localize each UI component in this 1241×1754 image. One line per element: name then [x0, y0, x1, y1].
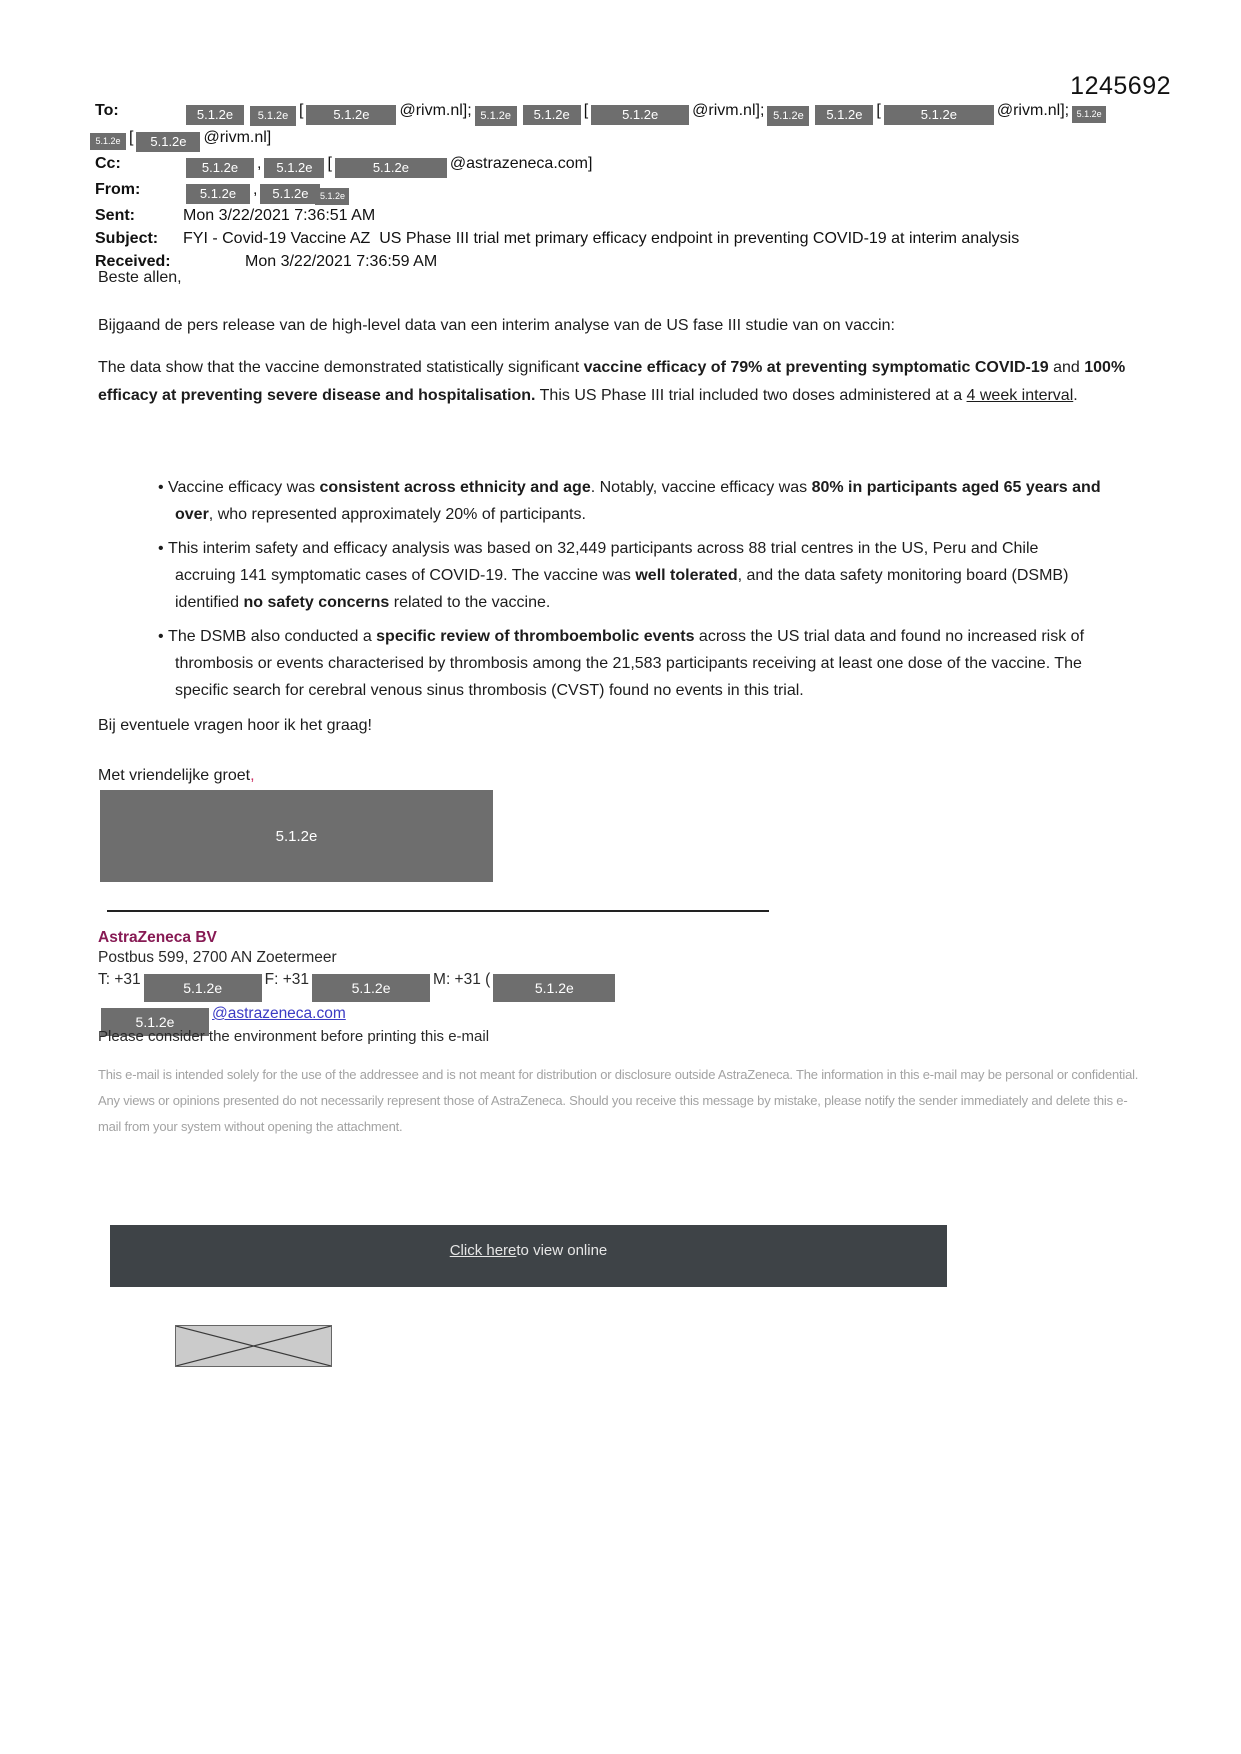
redaction-box: 5.1.2e [1072, 106, 1106, 123]
bullet-item-analysis [158, 535, 1103, 616]
text-run: [ [327, 155, 332, 172]
received-value: Mon 3/22/2021 7:36:59 AM [245, 253, 438, 270]
redaction-box: 5.1.2e [884, 105, 994, 125]
text-run: 4 week interval [966, 387, 1074, 404]
signature-divider [107, 910, 769, 912]
sent-label: Sent: [95, 207, 135, 224]
to-recipients-line1 [183, 100, 1190, 126]
signature-block [98, 928, 798, 1036]
signoff-text [98, 762, 1143, 790]
text-run: , who represented approximately 20% of participants. [208, 506, 586, 523]
redaction-box: 5.1.2e [493, 974, 615, 1002]
text-run: , and the data safety monitoring board (DSMB) identified [175, 567, 1069, 611]
sent-value: Mon 3/22/2021 7:36:51 AM [183, 207, 376, 224]
text-run: no safety concerns [243, 594, 390, 611]
text-run: vaccine efficacy of 79% at preventing symptomatic COVID-19 [583, 359, 1049, 376]
redaction-box: 5.1.2e [186, 184, 250, 204]
legal-disclaimer: This e-mail is intended solely for the use of the addressee and is not meant for distribution or disclosure outside AstraZeneca. The information in this e-mail may be personal or confidential. Any views or opinions presented do not necessarily represent those of AstraZeneca. Should you receive this message by mistake, please notify the sender immediately and delete this e-mail from your system without opening the attachment. [98, 1067, 1139, 1134]
to-label: To: [95, 102, 119, 119]
efficacy-paragraph [98, 354, 1143, 410]
email-header [95, 100, 1190, 274]
broken-image-placeholder [175, 1325, 332, 1367]
redaction-box: 5.1.2e [101, 1008, 209, 1036]
redaction-box: 5.1.2e [335, 158, 447, 178]
redaction-box: 5.1.2e [144, 974, 262, 1002]
text-run: This interim safety and efficacy analysis was based on 32,449 participants across 88 trial centres in the US, Peru and Chile accruing 141 symptomatic cases of COVID-19. The vaccine was [168, 540, 1039, 584]
broken-image-x-icon [176, 1326, 331, 1366]
environment-note: Please consider the environment before printing this e-mail [98, 1028, 490, 1045]
bullet-item-dsmb [158, 623, 1103, 704]
text-run: related to the vaccine. [389, 594, 551, 611]
text-run: to view online [516, 1241, 608, 1259]
text-run: @rivm.nl]; [996, 102, 1070, 119]
redaction-box: 5.1.2e [767, 106, 809, 126]
click-here-link[interactable]: Click here [449, 1241, 517, 1259]
redaction-box: 5.1.2e [264, 158, 324, 178]
text-run: across the US trial data and found no increased risk of thrombosis or events characterised by thrombosis among the 21,583 participants receiving at least one dose of the vaccine. The specific search for cerebral venous sinus thrombosis (CVST) found no events in this trial. [175, 628, 1085, 699]
cc-label: Cc: [95, 155, 121, 172]
text-run: Vaccine efficacy was [168, 479, 320, 496]
text-run: [ [583, 102, 589, 119]
contact-numbers-line [98, 970, 798, 1002]
subject-value: FYI - Covid-19 Vaccine AZ US Phase III trial met primary efficacy endpoint in preventing COVID-19 at interim analysis [183, 230, 1020, 247]
text-run: M: +31 ( [433, 971, 491, 988]
redaction-box: 5.1.2e [523, 105, 581, 125]
page-number: 1245692 [1070, 72, 1171, 100]
text-run: [ [129, 129, 134, 146]
redaction-box: 5.1.2e [250, 106, 296, 126]
text-run: Met vriendelijke groet [98, 767, 251, 784]
header-row-subject [95, 228, 1190, 250]
header-row-sent [95, 205, 1190, 227]
text-run: @rivm.nl] [203, 129, 272, 146]
signature-redaction-box: 5.1.2e [100, 790, 493, 882]
company-address: Postbus 599, 2700 AN Zoetermeer [98, 949, 337, 966]
redaction-box: 5.1.2e [260, 184, 320, 204]
from-label: From: [95, 181, 141, 198]
text-run: F: +31 [264, 971, 310, 988]
subject-label: Subject: [95, 230, 159, 247]
text-run: T: +31 [98, 971, 141, 988]
text-run: [ [299, 102, 304, 119]
text-run: well tolerated [635, 567, 738, 584]
text-run: @rivm.nl]; [692, 102, 765, 119]
text-run: 100% efficacy at preventing severe disease and hospitalisation. [98, 359, 1126, 404]
redaction-box: 5.1.2e [90, 133, 126, 150]
text-run: This US Phase III trial included two doses administered at a [535, 387, 967, 404]
received-label: Received: [95, 253, 171, 270]
header-row-from [95, 179, 1190, 204]
text-run: The DSMB also conducted a [168, 628, 377, 645]
text-run: , [250, 767, 255, 784]
redaction-box: 5.1.2e [315, 188, 349, 205]
redaction-box: 5.1.2e [186, 105, 244, 125]
cc-recipients [183, 153, 1190, 178]
text-run: , [253, 181, 258, 198]
redaction-box: 5.1.2e [815, 105, 873, 125]
text-run: , [257, 155, 262, 172]
text-run: @rivm.nl]; [399, 102, 472, 119]
greeting-text: Beste allen, [98, 269, 182, 286]
redaction-box: 5.1.2e [591, 105, 689, 125]
text-run: . [1073, 387, 1078, 404]
redaction-box: 5.1.2e [186, 158, 254, 178]
text-run: . Notably, vaccine efficacy was [590, 479, 812, 496]
redaction-box: 5.1.2e [136, 132, 200, 152]
text-run: The data show that the vaccine demonstrated statistically significant [98, 359, 584, 376]
text-run: [ [876, 102, 881, 119]
text-run: specific review of thromboembolic events [376, 628, 695, 645]
intro-text: Bijgaand de pers release van de high-level data van een interim analyse van de US fase III studie van on vaccin: [98, 317, 895, 334]
text-run: and [1048, 359, 1085, 376]
bullet-item-efficacy [158, 474, 1103, 528]
to-recipients-line2 [87, 127, 1190, 152]
view-online-banner[interactable] [110, 1225, 947, 1287]
header-row-cc [95, 153, 1190, 178]
closing-question-text: Bij eventuele vragen hoor ik het graag! [98, 717, 372, 734]
astrazeneca-email-link[interactable]: @astrazeneca.com [212, 1005, 346, 1022]
redaction-box: 5.1.2e [312, 974, 430, 1002]
company-name: AstraZeneca BV [98, 929, 217, 946]
from-sender [183, 179, 1190, 204]
text-run: @astrazeneca.com] [449, 155, 593, 172]
redaction-box: 5.1.2e [475, 106, 517, 126]
text-run: 80% in participants aged 65 years and over [175, 479, 1101, 523]
redaction-box: 5.1.2e [306, 105, 396, 125]
findings-bullet-list [98, 474, 1103, 711]
header-row-to [95, 100, 1190, 126]
text-run: consistent across ethnicity and age [319, 479, 591, 496]
